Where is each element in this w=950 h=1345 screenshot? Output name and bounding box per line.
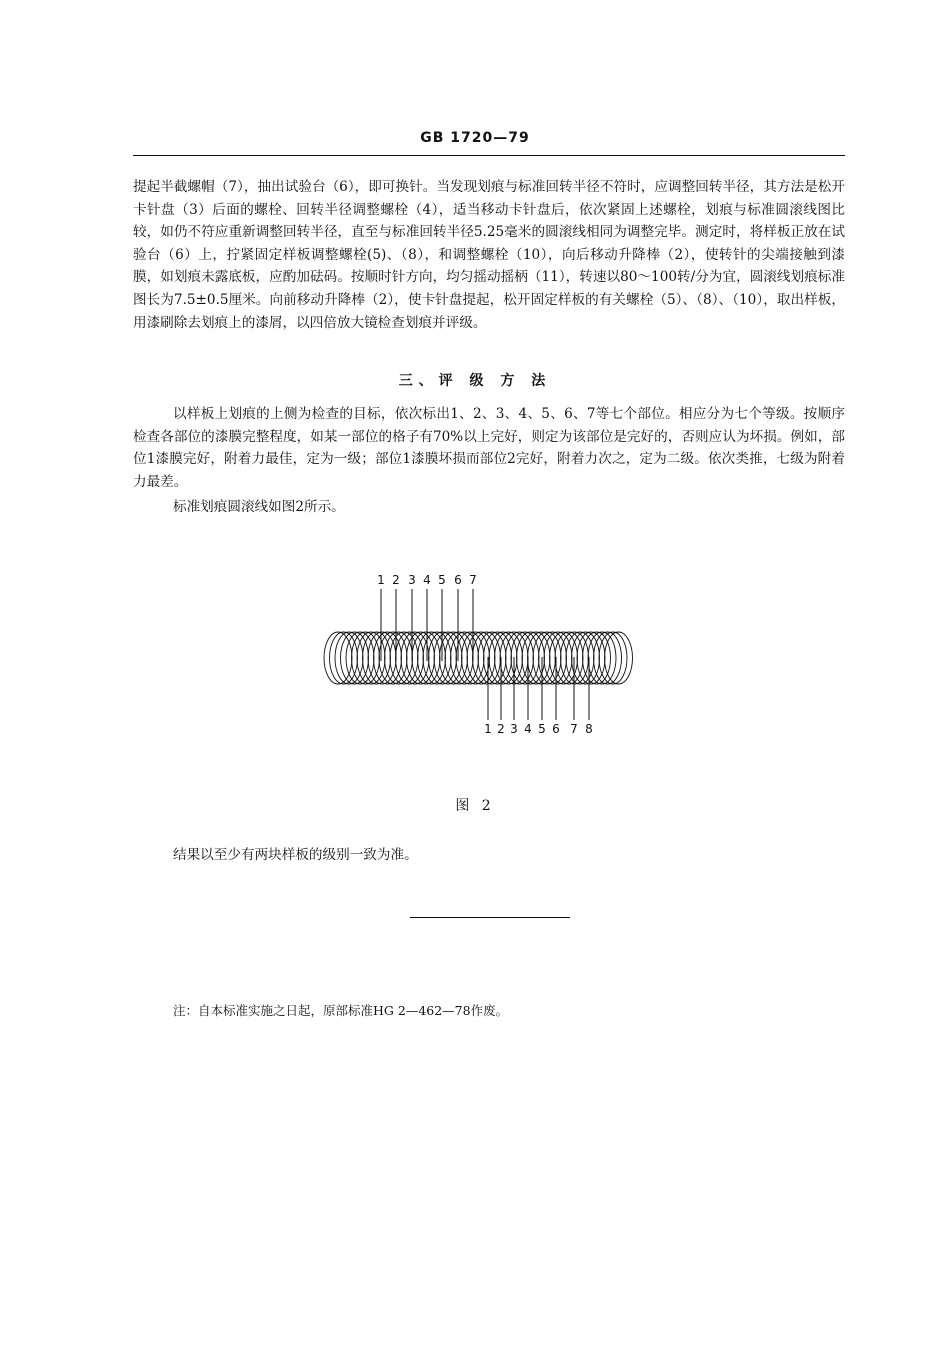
bottom-label: 7 bbox=[570, 722, 578, 736]
cycloid-loop bbox=[401, 632, 429, 684]
bottom-label: 5 bbox=[538, 722, 546, 736]
top-label: 3 bbox=[408, 573, 416, 587]
cycloid-loop bbox=[517, 632, 545, 684]
cycloid-loop bbox=[522, 632, 550, 684]
cycloid-loop bbox=[324, 632, 352, 684]
standard-number-header: GB 1720—79 bbox=[420, 130, 530, 146]
cycloid-loop bbox=[445, 632, 473, 684]
cycloid-loop bbox=[462, 632, 490, 684]
cycloid-loop bbox=[594, 632, 622, 684]
cycloid-loop bbox=[506, 632, 534, 684]
cycloid-loop bbox=[489, 632, 517, 684]
grading-paragraph: 以样板上划痕的上侧为检查的目标，依次标出1、2、3、4、5、6、7等七个部位。相应分为七个等级。按顺序检查各部位的漆膜完整程度，如某一部位的格子有70%以上完好，则定为该部位是完好的，否则应认为坏损。例如，部位1漆膜完好，附着力最佳，定为一级；部位1漆膜坏损而部位2完好，附着力次之，定为二级。依次类推，七级为附着力最差。 bbox=[133, 406, 845, 490]
cycloid-loop bbox=[588, 632, 616, 684]
bottom-label: 1 bbox=[484, 722, 492, 736]
bottom-label: 6 bbox=[552, 722, 560, 736]
bottom-label: 2 bbox=[497, 722, 505, 736]
cycloid-loop bbox=[495, 632, 523, 684]
cycloid-loop bbox=[511, 632, 539, 684]
cycloid-loop bbox=[374, 632, 402, 684]
cycloid-loop bbox=[390, 632, 418, 684]
cycloid-loop bbox=[478, 632, 506, 684]
result-text: 结果以至少有两块样板的级别一致为准。 bbox=[173, 847, 418, 863]
cycloid-loop bbox=[330, 632, 358, 684]
cycloid-loop bbox=[451, 632, 479, 684]
cycloid-loop bbox=[385, 632, 413, 684]
cycloid-loop bbox=[412, 632, 440, 684]
cycloid-loop bbox=[352, 632, 380, 684]
cycloid-loop bbox=[599, 632, 627, 684]
cycloid-scratch-figure bbox=[300, 565, 660, 745]
cycloid-loop bbox=[396, 632, 424, 684]
cycloid-loop bbox=[379, 632, 407, 684]
section-title: 三、评 级 方 法 bbox=[398, 373, 552, 389]
cycloid-loop bbox=[555, 632, 583, 684]
cycloid-loop bbox=[346, 632, 374, 684]
top-label: 1 bbox=[377, 573, 385, 587]
cycloid-loop bbox=[335, 632, 363, 684]
cycloid-loop bbox=[341, 632, 369, 684]
cycloid-loop bbox=[407, 632, 435, 684]
cycloid-loop bbox=[539, 632, 567, 684]
cycloid-loop bbox=[456, 632, 484, 684]
top-label: 6 bbox=[454, 573, 462, 587]
bottom-label: 4 bbox=[524, 722, 532, 736]
header-rule bbox=[133, 155, 845, 156]
cycloid-loop bbox=[533, 632, 561, 684]
cycloid-loop bbox=[550, 632, 578, 684]
top-label: 2 bbox=[392, 573, 400, 587]
cycloid-loop bbox=[368, 632, 396, 684]
cycloid-loop bbox=[566, 632, 594, 684]
top-label: 5 bbox=[438, 573, 446, 587]
cycloid-loop bbox=[544, 632, 572, 684]
bottom-label: 8 bbox=[585, 722, 593, 736]
end-rule bbox=[410, 917, 570, 918]
cycloid-loop bbox=[605, 632, 633, 684]
top-label: 4 bbox=[423, 573, 431, 587]
cycloid-loop bbox=[572, 632, 600, 684]
cycloid-loop bbox=[440, 632, 468, 684]
cycloid-loop bbox=[418, 632, 446, 684]
figure-caption: 图 2 bbox=[455, 798, 495, 814]
cycloid-loops bbox=[324, 632, 633, 684]
cycloid-loop bbox=[577, 632, 605, 684]
footnote: 注：自本标准实施之日起，原部标准HG 2—462—78作废。 bbox=[173, 1003, 509, 1018]
top-label: 7 bbox=[469, 573, 477, 587]
cycloid-loop bbox=[363, 632, 391, 684]
top-marker-lines bbox=[381, 589, 473, 661]
bottom-label: 3 bbox=[510, 722, 518, 736]
cycloid-loop bbox=[583, 632, 611, 684]
cycloid-loop bbox=[473, 632, 501, 684]
procedure-paragraph: 提起半截螺帽（7），抽出试验台（6），即可换针。当发现划痕与标准回转半径不符时，应调整回转半径，其方法是松开卡针盘（3）后面的螺栓、回转半径调整螺栓（4），适当移动卡针盘后，依次紧固上述螺栓，划痕与标准圆滚线图比较，如仍不符应重新调整回转半径，直至与标准回转半径5.25毫米的圆滚线相同为调整完毕。测定时，将样板正放在试验台（6）上，拧紧固定样板调整螺栓(5)、（8），和调整螺栓（10），向后移动升降棒（2），使转针的尖端接触到漆膜，如划痕未露底板，应酌加砝码。按顺时针方向，均匀摇动摇柄（11），转速以80～100转/分为宜，圆滚线划痕标准图长为7.5±0.5厘米。向前移动升降棒（2），使卡针盘提起，松开固定样板的有关螺栓（5）、（8）、（10），取出样板，用漆刷除去划痕上的漆屑，以四倍放大镜检查划痕并评级。 bbox=[133, 179, 845, 331]
figure-reference-paragraph: 标准划痕圆滚线如图2所示。 bbox=[173, 499, 345, 515]
cycloid-loop bbox=[467, 632, 495, 684]
